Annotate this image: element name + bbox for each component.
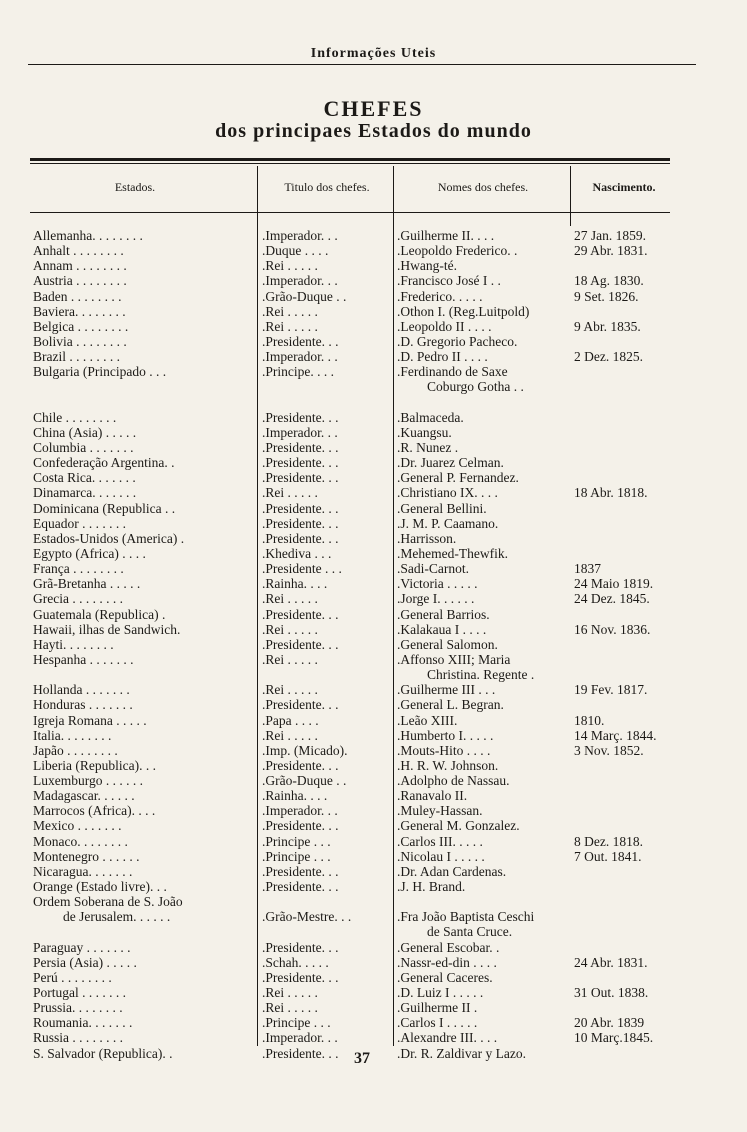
chief-name-cell: .Leopoldo II . . . .: [397, 318, 492, 334]
chief-name-cell: .Alexandre III. . . .: [397, 1030, 498, 1046]
birth-date-cell: 18 Abr. 1818.: [574, 485, 648, 501]
chief-name-cell: .J. H. Brand.: [397, 879, 466, 895]
birth-date-cell: 14 Març. 1844.: [574, 727, 657, 743]
state-cell: Madagascar. . . . . .: [33, 788, 135, 804]
column-divider-3: [570, 166, 571, 226]
state-cell: Bulgaria (Principado . . .: [33, 364, 167, 380]
chief-name-cell: Coburgo Gotha . .: [427, 379, 524, 395]
table-row: [0, 1046, 747, 1061]
title-cell: .Presidente. . .: [262, 409, 339, 425]
state-cell: Hollanda . . . . . . .: [33, 682, 130, 698]
birth-date-cell: 18 Ag. 1830.: [574, 273, 644, 289]
birth-date-cell: 3 Nov. 1852.: [574, 742, 644, 758]
title-cell: .Grão-Duque . .: [262, 288, 347, 304]
state-cell: Belgica . . . . . . . .: [33, 318, 129, 334]
chief-name-cell: .Victoria . . . . .: [397, 576, 478, 592]
chief-name-cell: .Sadi-Carnot.: [397, 561, 469, 577]
table-row: [0, 803, 747, 818]
chief-name-cell: .Balmaceda.: [397, 409, 464, 425]
chief-name-cell: .Nassr-ed-din . . . .: [397, 954, 497, 970]
table-row: [0, 985, 747, 1000]
table-row: [0, 728, 747, 743]
state-cell: Roumania. . . . . . .: [33, 1015, 133, 1031]
state-cell: Liberia (Republica). . .: [33, 757, 156, 773]
chief-name-cell: .General L. Begran.: [397, 697, 504, 713]
title-cell: .Schah. . . . .: [262, 954, 329, 970]
page-title: CHEFES: [323, 96, 424, 121]
title-cell: .Presidente. . .: [262, 455, 339, 471]
title-cell: .Presidente. . .: [262, 500, 339, 516]
table-row: [0, 395, 747, 410]
state-cell: Columbia . . . . . . .: [33, 439, 134, 455]
table-row: [0, 788, 747, 803]
table-row: [0, 682, 747, 697]
table-row: [0, 864, 747, 879]
chief-name-cell: .Fra João Baptista Ceschi: [397, 909, 535, 925]
title-cell: .Presidente. . .: [262, 939, 339, 955]
title-cell: .Rei . . . . .: [262, 985, 318, 1001]
chief-name-cell: .Leão XIII.: [397, 712, 458, 728]
table-row: [0, 743, 747, 758]
chief-name-cell: .Adolpho de Nassau.: [397, 773, 510, 789]
column-header-nascimento: Nascimento.: [592, 180, 656, 194]
table-row: [0, 909, 747, 924]
table-row: [0, 834, 747, 849]
state-cell: Guatemala (Republica) .: [33, 606, 166, 622]
title-cell: .Presidente. . .: [262, 439, 339, 455]
table-row: [0, 273, 747, 288]
state-cell: Dinamarca. . . . . . .: [33, 485, 137, 501]
chief-name-cell: .Guilherme II. . . .: [397, 228, 495, 243]
state-cell: Mexico . . . . . . .: [33, 818, 122, 834]
state-cell: de Jerusalem. . . . . .: [63, 909, 171, 925]
table-row: [0, 289, 747, 304]
table-row: [0, 1030, 747, 1045]
birth-date-cell: 1837: [574, 561, 601, 577]
chief-name-cell: .Dr. Juarez Celman.: [397, 455, 504, 471]
birth-date-cell: 20 Abr. 1839: [574, 1015, 645, 1031]
table-top-rule: [30, 158, 670, 161]
state-cell: Annam . . . . . . . .: [33, 258, 127, 274]
title-cell: .Imperador. . .: [262, 424, 338, 440]
state-cell: Ordem Soberana de S. João: [33, 894, 183, 910]
table-row: [0, 364, 747, 379]
chief-name-cell: .Guilherme III . . .: [397, 682, 496, 698]
birth-date-cell: 29 Abr. 1831.: [574, 243, 648, 259]
running-head: Informações Uteis: [310, 46, 437, 61]
title-cell: .Rei . . . . .: [262, 485, 318, 501]
birth-date-cell: 9 Abr. 1835.: [574, 318, 641, 334]
chief-name-cell: .Othon I. (Reg.Luitpold): [397, 303, 530, 319]
chief-name-cell: .Guilherme II .: [397, 1000, 478, 1016]
chief-name-cell: .Hwang-té.: [397, 258, 457, 274]
title-cell: .Imperador. . .: [262, 803, 338, 819]
title-cell: .Presidente. . .: [262, 470, 339, 486]
chief-name-cell: .Kuangsu.: [397, 424, 452, 440]
title-cell: .Rainha. . . .: [262, 788, 328, 804]
state-cell: Baden . . . . . . . .: [33, 288, 122, 304]
state-cell: Dominicana (Republica . .: [33, 500, 176, 516]
table-row: [0, 410, 747, 425]
birth-date-cell: 24 Maio 1819.: [574, 576, 654, 592]
title-cell: .Duque . . . .: [262, 243, 329, 259]
chief-name-cell: .General Salomon.: [397, 636, 498, 652]
table-row: [0, 955, 747, 970]
state-cell: Grã-Bretanha . . . . .: [33, 576, 141, 592]
state-cell: Montenegro . . . . . .: [33, 848, 140, 864]
chief-name-cell: .Affonso XIII; Maria: [397, 651, 511, 667]
title-cell: .Rei . . . . .: [262, 651, 318, 667]
table-row: [0, 516, 747, 531]
state-cell: Anhalt . . . . . . . .: [33, 243, 124, 259]
title-cell: .Presidente. . .: [262, 530, 339, 546]
chief-name-cell: .General Escobar. .: [397, 939, 500, 955]
table-row: [0, 924, 747, 939]
table-row: [0, 576, 747, 591]
table-row: [0, 379, 747, 394]
state-cell: China (Asia) . . . . .: [33, 424, 137, 440]
title-cell: .Rei . . . . .: [262, 303, 318, 319]
chief-name-cell: .J. M. P. Caamano.: [397, 515, 499, 531]
table-row: [0, 773, 747, 788]
table-row: [0, 697, 747, 712]
chief-name-cell: .General M. Gonzalez.: [397, 818, 520, 834]
title-cell: .Rei . . . . .: [262, 727, 318, 743]
birth-date-cell: 19 Fev. 1817.: [574, 682, 648, 698]
birth-date-cell: 27 Jan. 1859.: [574, 228, 646, 243]
birth-date-cell: 1810.: [574, 712, 605, 728]
title-cell: .Presidente . . .: [262, 561, 342, 577]
table-row: [0, 591, 747, 606]
table-row: [0, 440, 747, 455]
state-cell: Luxemburgo . . . . . .: [33, 773, 143, 789]
state-cell: Prussia. . . . . . . .: [33, 1000, 123, 1016]
state-cell: França . . . . . . . .: [33, 561, 124, 577]
chief-name-cell: .H. R. W. Johnson.: [397, 757, 499, 773]
state-cell: Italia. . . . . . . .: [33, 727, 112, 743]
state-cell: Igreja Romana . . . . .: [33, 712, 147, 728]
table-top-rule-thin: [30, 163, 670, 164]
table-row: [0, 425, 747, 440]
title-cell: .Khediva . . .: [262, 545, 332, 561]
chief-name-cell: .Dr. Adan Cardenas.: [397, 863, 507, 879]
title-cell: .Imperador. . .: [262, 228, 338, 243]
state-cell: Brazil . . . . . . . .: [33, 349, 120, 365]
chief-name-cell: .Leopoldo Frederico. .: [397, 243, 518, 259]
table-row: [0, 349, 747, 364]
birth-date-cell: 8 Dez. 1818.: [574, 833, 643, 849]
table-body: [0, 228, 747, 1061]
table-row: [0, 879, 747, 894]
column-header-nomes: Nomes dos chefes.: [437, 180, 529, 194]
table-row: [0, 758, 747, 773]
title-cell: .Grão-Duque . .: [262, 773, 347, 789]
chief-name-cell: .General Bellini.: [397, 500, 487, 516]
table-row: [0, 607, 747, 622]
title-cell: .Presidente. . .: [262, 969, 339, 985]
header-bottom-rule: [30, 212, 670, 213]
state-cell: Portugal . . . . . . .: [33, 985, 126, 1001]
title-cell: .Principe . . .: [262, 848, 331, 864]
title-cell: .Principe . . .: [262, 1015, 331, 1031]
table-row: [0, 455, 747, 470]
title-cell: .Presidente. . .: [262, 515, 339, 531]
chief-name-cell: .Harrisson.: [397, 530, 457, 546]
title-cell: .Grão-Mestre. . .: [262, 909, 352, 925]
title-cell: .Presidente. . .: [262, 333, 339, 349]
title-cell: .Rei . . . . .: [262, 1000, 318, 1016]
state-cell: Bolivia . . . . . . . .: [33, 333, 127, 349]
table-row: [0, 849, 747, 864]
chief-name-cell: .Mouts-Hito . . . .: [397, 742, 491, 758]
page-subtitle: dos principaes Estados do mundo: [215, 120, 532, 142]
state-cell: Grecia . . . . . . . .: [33, 591, 123, 607]
state-cell: Orange (Estado livre). . .: [33, 879, 167, 895]
table-row: [0, 319, 747, 334]
chief-name-cell: .Muley-Hassan.: [397, 803, 483, 819]
table-row: [0, 622, 747, 637]
table-row: [0, 501, 747, 516]
chief-name-cell: .R. Nunez .: [397, 439, 459, 455]
state-cell: Perú . . . . . . . .: [33, 969, 112, 985]
title-cell: .Presidente. . .: [262, 606, 339, 622]
state-cell: Russia . . . . . . . .: [33, 1030, 124, 1046]
chief-name-cell: .Dr. R. Zaldivar y Lazo.: [397, 1045, 526, 1061]
table-row: [0, 258, 747, 273]
state-cell: Persia (Asia) . . . . .: [33, 954, 137, 970]
title-cell: .Imperador. . .: [262, 273, 338, 289]
table-row: [0, 894, 747, 909]
column-header-estados: Estados.: [114, 180, 156, 194]
birth-date-cell: 7 Out. 1841.: [574, 848, 642, 864]
state-cell: Honduras . . . . . . .: [33, 697, 133, 713]
table-row: [0, 546, 747, 561]
chief-name-cell: .D. Gregorio Pacheco.: [397, 333, 518, 349]
title-cell: .Presidente. . .: [262, 757, 339, 773]
table-row: [0, 470, 747, 485]
running-head-rule: [28, 64, 696, 65]
title-cell: .Rei . . . . .: [262, 682, 318, 698]
title-cell: .Rainha. . . .: [262, 576, 328, 592]
state-cell: Egypto (Africa) . . . .: [33, 545, 146, 561]
title-cell: .Papa . . . .: [262, 712, 319, 728]
title-cell: .Rei . . . . .: [262, 621, 318, 637]
title-cell: .Presidente. . .: [262, 636, 339, 652]
chief-name-cell: .Mehemed-Thewfik.: [397, 545, 508, 561]
state-cell: Hayti. . . . . . . .: [33, 636, 114, 652]
table-row: [0, 228, 747, 243]
chief-name-cell: .Ranavalo II.: [397, 788, 468, 804]
table-row: [0, 713, 747, 728]
chief-name-cell: Christina. Regente .: [427, 667, 535, 683]
birth-date-cell: 24 Dez. 1845.: [574, 591, 650, 607]
chief-name-cell: .General P. Fernandez.: [397, 470, 519, 486]
birth-date-cell: 9 Set. 1826.: [574, 288, 639, 304]
state-cell: Baviera. . . . . . . .: [33, 303, 126, 319]
chief-name-cell: .General Caceres.: [397, 969, 493, 985]
birth-date-cell: 31 Out. 1838.: [574, 985, 649, 1001]
state-cell: Austria . . . . . . . .: [33, 273, 127, 289]
title-cell: .Imperador. . .: [262, 1030, 338, 1046]
chief-name-cell: .Frederico. . . . .: [397, 288, 483, 304]
chief-name-cell: .Carlos III. . . . .: [397, 833, 483, 849]
title-cell: .Principe . . .: [262, 833, 331, 849]
table-row: [0, 940, 747, 955]
state-cell: Hespanha . . . . . . .: [33, 651, 134, 667]
state-cell: Hawaii, ilhas de Sandwich.: [33, 621, 181, 637]
state-cell: Japão . . . . . . . .: [33, 742, 118, 758]
chief-name-cell: .General Barrios.: [397, 606, 490, 622]
state-cell: Costa Rica. . . . . . .: [33, 470, 136, 486]
table-row: [0, 334, 747, 349]
chief-name-cell: .Ferdinando de Saxe: [397, 364, 508, 380]
column-header-titulo: Titulo dos chefes.: [284, 180, 370, 194]
table-row: [0, 531, 747, 546]
state-cell: S. Salvador (Republica). .: [33, 1045, 173, 1061]
table-row: [0, 243, 747, 258]
table-row: [0, 304, 747, 319]
state-cell: Paraguay . . . . . . .: [33, 939, 131, 955]
chief-name-cell: .Christiano IX. . . .: [397, 485, 498, 501]
state-cell: Marrocos (Africa). . . .: [33, 803, 156, 819]
birth-date-cell: 24 Abr. 1831.: [574, 954, 648, 970]
state-cell: Estados-Unidos (America) .: [33, 530, 185, 546]
birth-date-cell: 2 Dez. 1825.: [574, 349, 643, 365]
state-cell: Confederação Argentina. .: [33, 455, 175, 471]
table-row: [0, 485, 747, 500]
title-cell: .Presidente. . .: [262, 697, 339, 713]
chief-name-cell: .Jorge I. . . . . .: [397, 591, 475, 607]
state-cell: Chile . . . . . . . .: [33, 409, 117, 425]
page-number: 37: [354, 1050, 370, 1067]
title-cell: .Presidente. . .: [262, 863, 339, 879]
chief-name-cell: .D. Luiz I . . . . .: [397, 985, 484, 1001]
chief-name-cell: .Kalakaua I . . . .: [397, 621, 487, 637]
table-row: [0, 667, 747, 682]
table-row: [0, 1015, 747, 1030]
chief-name-cell: .Carlos I . . . . .: [397, 1015, 478, 1031]
chief-name-cell: .D. Pedro II . . . .: [397, 349, 488, 365]
chief-name-cell: .Nicolau I . . . . .: [397, 848, 485, 864]
title-cell: .Rei . . . . .: [262, 591, 318, 607]
title-cell: .Presidente. . .: [262, 879, 339, 895]
table-row: [0, 561, 747, 576]
table-row: [0, 1000, 747, 1015]
title-cell: .Rei . . . . .: [262, 258, 318, 274]
title-cell: .Principe. . . .: [262, 364, 334, 380]
table-row: [0, 970, 747, 985]
state-cell: Allemanha. . . . . . . .: [33, 228, 143, 243]
state-cell: Nicaragua. . . . . . .: [33, 863, 133, 879]
table-row: [0, 818, 747, 833]
state-cell: Monaco. . . . . . . .: [33, 833, 128, 849]
chief-name-cell: .Humberto I. . . . .: [397, 727, 494, 743]
birth-date-cell: 16 Nov. 1836.: [574, 621, 651, 637]
table-row: [0, 652, 747, 667]
table-row: [0, 637, 747, 652]
birth-date-cell: 10 Març.1845.: [574, 1030, 654, 1046]
title-cell: .Imperador. . .: [262, 349, 338, 365]
chief-name-cell: de Santa Cruce.: [427, 924, 513, 940]
state-cell: Equador . . . . . . .: [33, 515, 126, 531]
title-cell: .Imp. (Micado).: [262, 742, 348, 758]
title-cell: .Presidente. . .: [262, 818, 339, 834]
chief-name-cell: .Francisco José I . .: [397, 273, 501, 289]
title-cell: .Presidente. . .: [262, 1045, 339, 1061]
title-cell: .Rei . . . . .: [262, 318, 318, 334]
